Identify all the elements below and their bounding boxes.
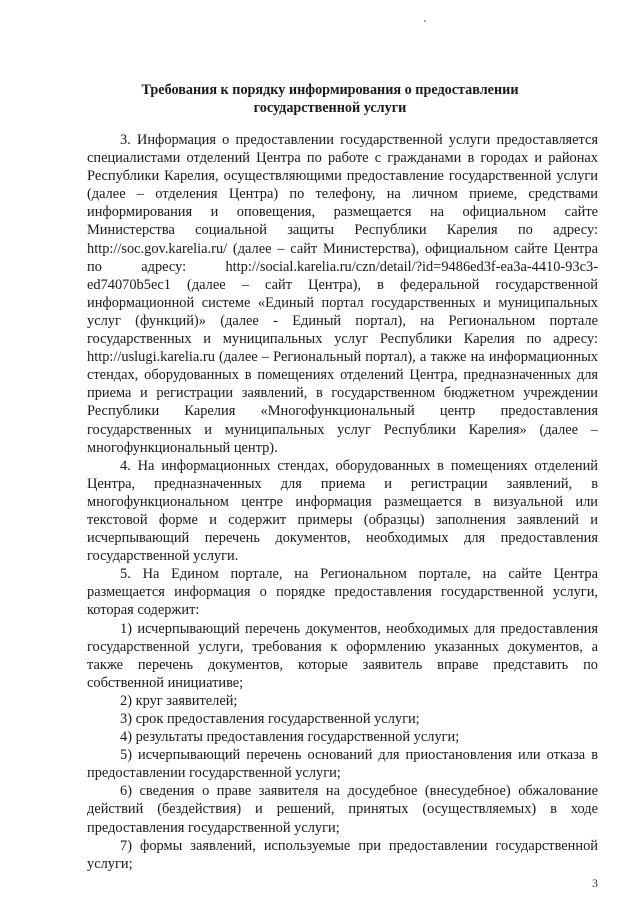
document-body (87, 131, 598, 873)
list-item-1: 1) исчерпывающий перечень документов, необходимых для предоставления государственной услуги, требования к оформлению указанных документов, а также перечень документов, которые заявитель вправе представить по собственной инициативе; (87, 620, 598, 691)
paragraph-5: 5. На Едином портале, на Региональном портале, на сайте Центра размещается информация о порядке предоставления государственной услуги, которая содержит: (87, 566, 598, 619)
page-number: 3 (592, 876, 598, 890)
paragraph-4: 4. На информационных стендах, оборудованных в помещениях отделений Центра, предназначенных для приема и регистрации заявлений, в многофункциональном центре информация размещается в визуальной или текстовой форме и содержит примеры (образцы) заполнения заявлений и исчерпывающий перечень документов, необходимых для предоставления государственной услуги. (87, 457, 598, 565)
list-item-6: 6) сведения о праве заявителя на досудебное (внесудебное) обжалование действий (бездействия) и решений, принятых (осуществляемых) в ходе предоставления государственной услуги; (87, 783, 598, 836)
list-item-5: 5) исчерпывающий перечень оснований для приостановления или отказа в предоставлении государственной услуги; (87, 747, 598, 782)
list-item-3: 3) срок предоставления государственной услуги; (120, 711, 420, 727)
title-line-2: государственной услуги (253, 100, 407, 116)
title-line-1: Требования к порядку информирования о предоставлении (141, 82, 519, 98)
list-item-7: 7) формы заявлений, используемые при предоставлении государственной услуги; (87, 837, 598, 872)
list-item-2: 2) круг заявителей; (120, 692, 238, 709)
section-title (60, 81, 600, 117)
list-item-4: 4) результаты предоставления государственной услуги; (120, 729, 460, 746)
scan-speck (424, 20, 426, 22)
paragraph-3: 3. Информация о предоставлении государственной услуги предоставляется специалистами отделений Центра по работе с гражданами в городах и районах Республики Карелия, осуществляющими предоставление государственной услуги (далее – отделения Центра) по телефону, на личном приеме, средствами информирования и оповещения, размещается на официальном сайте Министерства социальной защиты Республики Карелия по адресу: http://soc.gov.karelia.ru/ (далее – сайт Министерства), официальном сайте Центра по адресу: http://social.karelia.ru/czn/detail/?id=9486ed3f-ea3a-4410-93c3-ed74070b5ec1 (далее – сайт Центра), в федеральной государственной информационной системе «Единый портал государственных и муниципальных услуг (функций)» (далее - Единый портал), на Региональном портале государственных и муниципальных услуг Республики Карелия по адресу: http://uslugi.karelia.ru (далее – Региональный портал), а также на информационных стендах, оборудованных в помещениях отделений Центра, предназначенных для приема и регистрации заявлений, в государственном бюджетном учреждении Республики Карелия «Многофункциональный центр предоставления государственных и муниципальных услуг Республики Карелия» (далее – многофункциональный центр). (87, 132, 598, 456)
